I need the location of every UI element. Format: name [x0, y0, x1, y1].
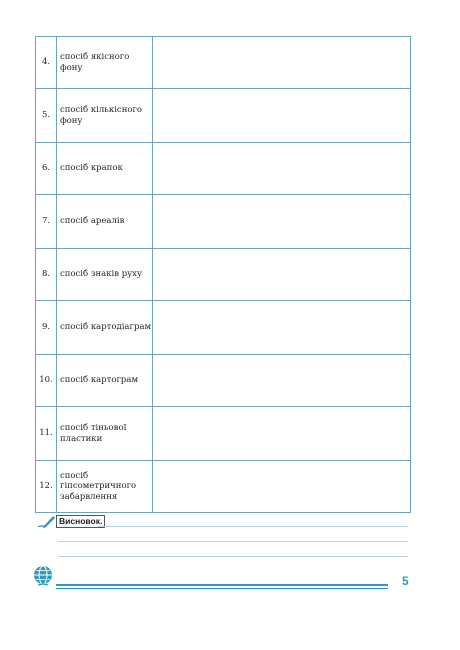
answer-line[interactable] — [58, 556, 408, 557]
row-number: 12. — [36, 461, 57, 513]
row-number: 10. — [36, 355, 57, 407]
answer-cell[interactable] — [153, 195, 411, 249]
table-row — [36, 37, 411, 89]
page-number: 5 — [402, 574, 409, 588]
answer-cell[interactable] — [153, 407, 411, 461]
method-name: спосіб гіпсометричного забарвлення — [57, 461, 153, 513]
method-name: спосіб кількісного фону — [57, 89, 153, 143]
answer-cell[interactable] — [153, 461, 411, 513]
conclusion-label: Висновок. — [56, 515, 105, 528]
table-row — [36, 301, 411, 355]
method-name: спосіб крапок — [57, 143, 153, 195]
table-row — [36, 461, 411, 513]
method-name: спосіб картограм — [57, 355, 153, 407]
row-number: 8. — [36, 249, 57, 301]
table-row — [36, 195, 411, 249]
row-number: 5. — [36, 89, 57, 143]
answer-cell[interactable] — [153, 89, 411, 143]
table-row — [36, 143, 411, 195]
methods-table — [35, 36, 411, 513]
answer-cell[interactable] — [153, 301, 411, 355]
row-number: 7. — [36, 195, 57, 249]
conclusion-block — [36, 514, 412, 530]
method-name: спосіб тіньової пластики — [57, 407, 153, 461]
table-row — [36, 249, 411, 301]
answer-line[interactable] — [98, 526, 408, 527]
method-name: спосіб картодіаграм — [57, 301, 153, 355]
table-row — [36, 355, 411, 407]
method-name: спосіб знаків руху — [57, 249, 153, 301]
row-number: 11. — [36, 407, 57, 461]
row-number: 4. — [36, 37, 57, 89]
pen-writing-icon — [36, 514, 56, 530]
answer-line[interactable] — [58, 541, 408, 542]
method-name: спосіб якісного фону — [57, 37, 153, 89]
table-row — [36, 407, 411, 461]
row-number: 9. — [36, 301, 57, 355]
method-name: спосіб ареалів — [57, 195, 153, 249]
globe-icon — [31, 564, 55, 588]
row-number: 6. — [36, 143, 57, 195]
answer-cell[interactable] — [153, 143, 411, 195]
table-row — [36, 89, 411, 143]
footer-rule — [56, 584, 388, 586]
answer-cell[interactable] — [153, 249, 411, 301]
answer-cell[interactable] — [153, 37, 411, 89]
answer-cell[interactable] — [153, 355, 411, 407]
footer-rule — [56, 588, 388, 589]
